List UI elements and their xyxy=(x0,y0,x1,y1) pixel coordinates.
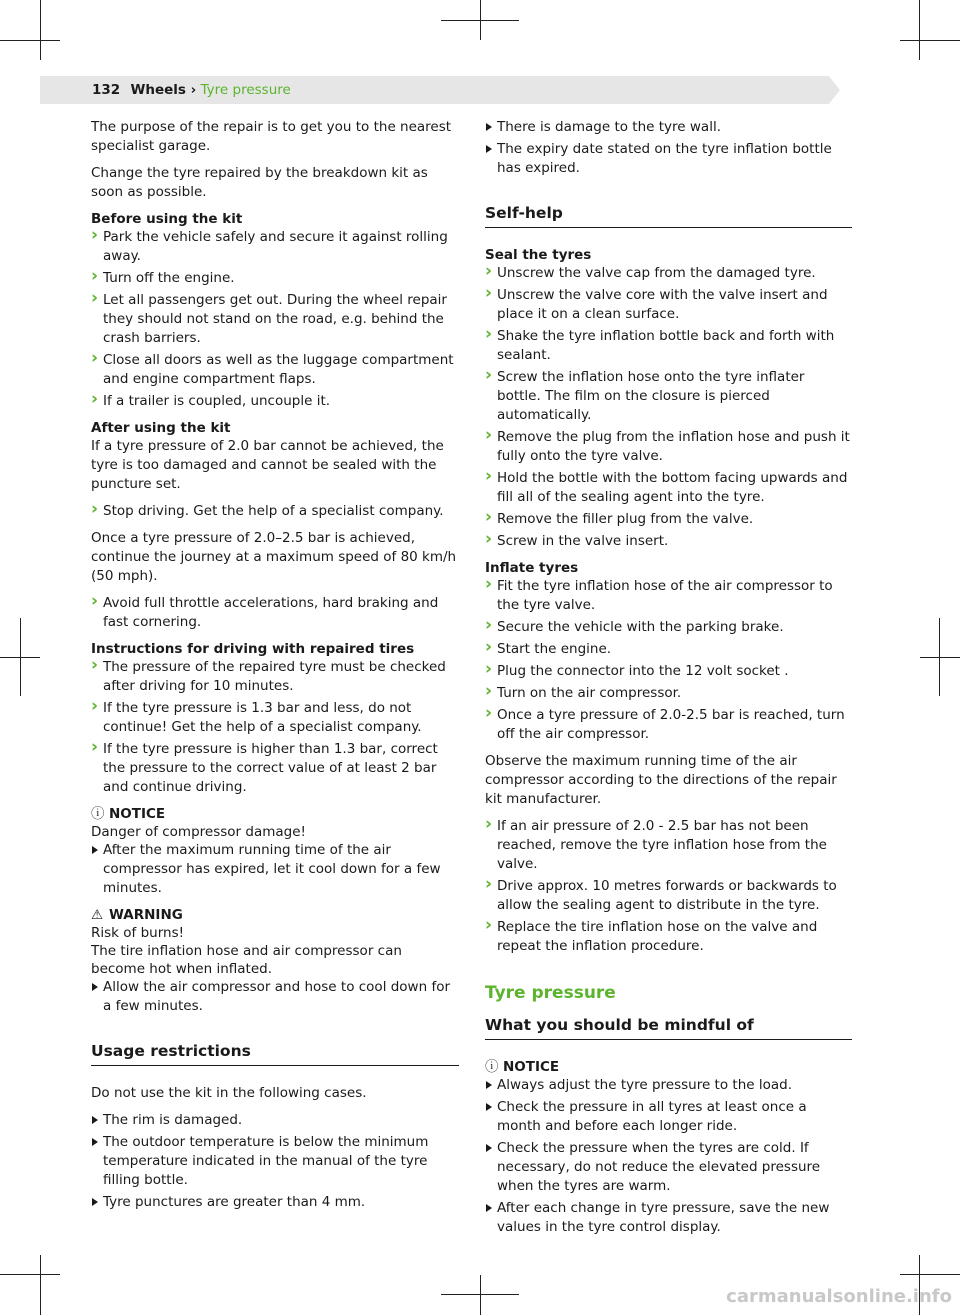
notice-box xyxy=(485,1058,852,1076)
notice-box xyxy=(91,805,459,823)
driving-list xyxy=(91,658,459,797)
list-item: › Turn off the engine. xyxy=(91,269,459,288)
breadcrumb-section: Wheels › xyxy=(130,82,197,98)
list-item: › Unscrew the valve cap from the damaged tyre. xyxy=(485,264,852,283)
warning-text: Risk of burns! xyxy=(91,925,185,941)
page-number: 132 xyxy=(92,82,121,98)
list-item: After each change in tyre pressure, save the new values in the tyre control display. xyxy=(485,1199,852,1237)
warning-icon: ⚠ xyxy=(91,907,104,923)
subsection-title: Before using the kit xyxy=(91,211,243,227)
list-item: › Start the engine. xyxy=(485,640,852,659)
paragraph: The purpose of the repair is to get you to the nearest specialist garage. xyxy=(91,119,452,154)
paragraph: Once a tyre pressure of 2.0–2.5 bar is achieved, continue the journey at a maximum speed of 80 km/h (50 mph). xyxy=(91,530,457,584)
observe-list xyxy=(485,817,852,956)
list-item: › Screw the inflation hose onto the tyre inflater bottle. The film on the closure is pierced automatically. xyxy=(485,368,852,425)
warning-text: The tire inflation hose and air compressor can become hot when inflated. xyxy=(91,943,402,977)
subsection-title: Inflate tyres xyxy=(485,560,579,576)
list-item: Check the pressure when the tyres are cold. If necessary, do not reduce the elevated pressure when the tyres are warm. xyxy=(485,1139,852,1196)
list-item: › If the tyre pressure is higher than 1.3 bar, correct the pressure to the correct value of at least 2 bar and continue driving. xyxy=(91,740,459,797)
list-item: › Avoid full throttle accelerations, hard braking and fast cornering. xyxy=(91,594,459,632)
list-item: › If an air pressure of 2.0 - 2.5 bar has not been reached, remove the tyre inflation hose from the valve. xyxy=(485,817,852,874)
list-item: › Remove the plug from the inflation hose and push it fully onto the tyre valve. xyxy=(485,428,852,466)
section-heading: Self-help xyxy=(485,202,852,228)
list-item: › Hold the bottle with the bottom facing upwards and fill all of the sealing agent into the tyre. xyxy=(485,469,852,507)
list-item: There is damage to the tyre wall. xyxy=(485,118,852,137)
subsection-title: Seal the tyres xyxy=(485,247,592,263)
list-item: › Secure the vehicle with the parking brake. xyxy=(485,618,852,637)
list-item: › Let all passengers get out. During the wheel repair they should not stand on the road, e.g. behind the crash barriers. xyxy=(91,291,459,348)
after-list-2 xyxy=(91,594,459,632)
list-item: Always adjust the tyre pressure to the load. xyxy=(485,1076,852,1095)
paragraph: If a tyre pressure of 2.0 bar cannot be achieved, the tyre is too damaged and cannot be sealed with the puncture set. xyxy=(91,438,444,492)
list-item: The outdoor temperature is below the minimum temperature indicated in the manual of the tyre filling bottle. xyxy=(91,1133,459,1190)
list-item: › Drive approx. 10 metres forwards or backwards to allow the sealing agent to distribute in the tyre. xyxy=(485,877,852,915)
notice-list xyxy=(485,1076,852,1237)
chapter-heading: Tyre pressure xyxy=(485,983,616,1003)
list-item: › Unscrew the valve core with the valve insert and place it on a clean surface. xyxy=(485,286,852,324)
list-item: Tyre punctures are greater than 4 mm. xyxy=(91,1193,459,1212)
list-item: After the maximum running time of the air compressor has expired, let it cool down for a few minutes. xyxy=(91,841,459,898)
warning-box xyxy=(91,906,459,924)
list-item: › Park the vehicle safely and secure it against rolling away. xyxy=(91,228,459,266)
breadcrumb-subsection[interactable]: Tyre pressure xyxy=(200,82,291,98)
list-item: › Once a tyre pressure of 2.0-2.5 bar is reached, turn off the air compressor. xyxy=(485,706,852,744)
list-item: › Remove the filler plug from the valve. xyxy=(485,510,852,529)
paragraph: Change the tyre repaired by the breakdown kit as soon as possible. xyxy=(91,165,428,200)
list-item: › Turn on the air compressor. xyxy=(485,684,852,703)
info-icon: ⓘ xyxy=(91,806,105,822)
list-item: › Stop driving. Get the help of a specialist company. xyxy=(91,502,459,521)
list-item: › The pressure of the repaired tyre must be checked after driving for 10 minutes. xyxy=(91,658,459,696)
section-heading: What you should be mindful of xyxy=(485,1014,852,1040)
subsection-title: After using the kit xyxy=(91,420,231,436)
list-item: › Fit the tyre inflation hose of the air compressor to the tyre valve. xyxy=(485,577,852,615)
list-item: › Plug the connector into the 12 volt socket . xyxy=(485,662,852,681)
usage-list xyxy=(91,1111,459,1212)
list-item: › Replace the tire inflation hose on the valve and repeat the inflation procedure. xyxy=(485,918,852,956)
list-item: Allow the air compressor and hose to cool down for a few minutes. xyxy=(91,978,459,1016)
left-column xyxy=(91,118,459,1220)
notice-text: Danger of compressor damage! xyxy=(91,824,306,840)
notice-title: NOTICE xyxy=(503,1059,560,1075)
section-heading: Usage restrictions xyxy=(91,1040,459,1066)
list-item: › Screw in the valve insert. xyxy=(485,532,852,551)
list-item: Check the pressure in all tyres at least once a month and before each longer ride. xyxy=(485,1098,852,1136)
list-item: The expiry date stated on the tyre inflation bottle has expired. xyxy=(485,140,852,178)
watermark: carmanualsonline.info xyxy=(726,1286,952,1307)
list-item: › If a trailer is coupled, uncouple it. xyxy=(91,392,459,411)
list-item: › Close all doors as well as the luggage compartment and engine compartment flaps. xyxy=(91,351,459,389)
usage-list-continued xyxy=(485,118,852,178)
list-item: › If the tyre pressure is 1.3 bar and less, do not continue! Get the help of a specialist company. xyxy=(91,699,459,737)
page-header xyxy=(92,82,291,98)
list-item: The rim is damaged. xyxy=(91,1111,459,1130)
after-list xyxy=(91,502,459,521)
before-list xyxy=(91,228,459,411)
warning-list xyxy=(91,978,459,1016)
subsection-title: Instructions for driving with repaired tires xyxy=(91,641,415,657)
list-item: › Shake the tyre inflation bottle back and forth with sealant. xyxy=(485,327,852,365)
notice-list xyxy=(91,841,459,898)
paragraph: Observe the maximum running time of the air compressor according to the directions of the repair kit manufacturer. xyxy=(485,753,837,807)
notice-title: NOTICE xyxy=(109,806,166,822)
seal-list xyxy=(485,264,852,551)
warning-title: WARNING xyxy=(109,907,183,923)
inflate-list xyxy=(485,577,852,744)
paragraph: Do not use the kit in the following cases. xyxy=(91,1085,367,1101)
right-column xyxy=(485,118,852,1245)
info-icon: ⓘ xyxy=(485,1059,499,1075)
